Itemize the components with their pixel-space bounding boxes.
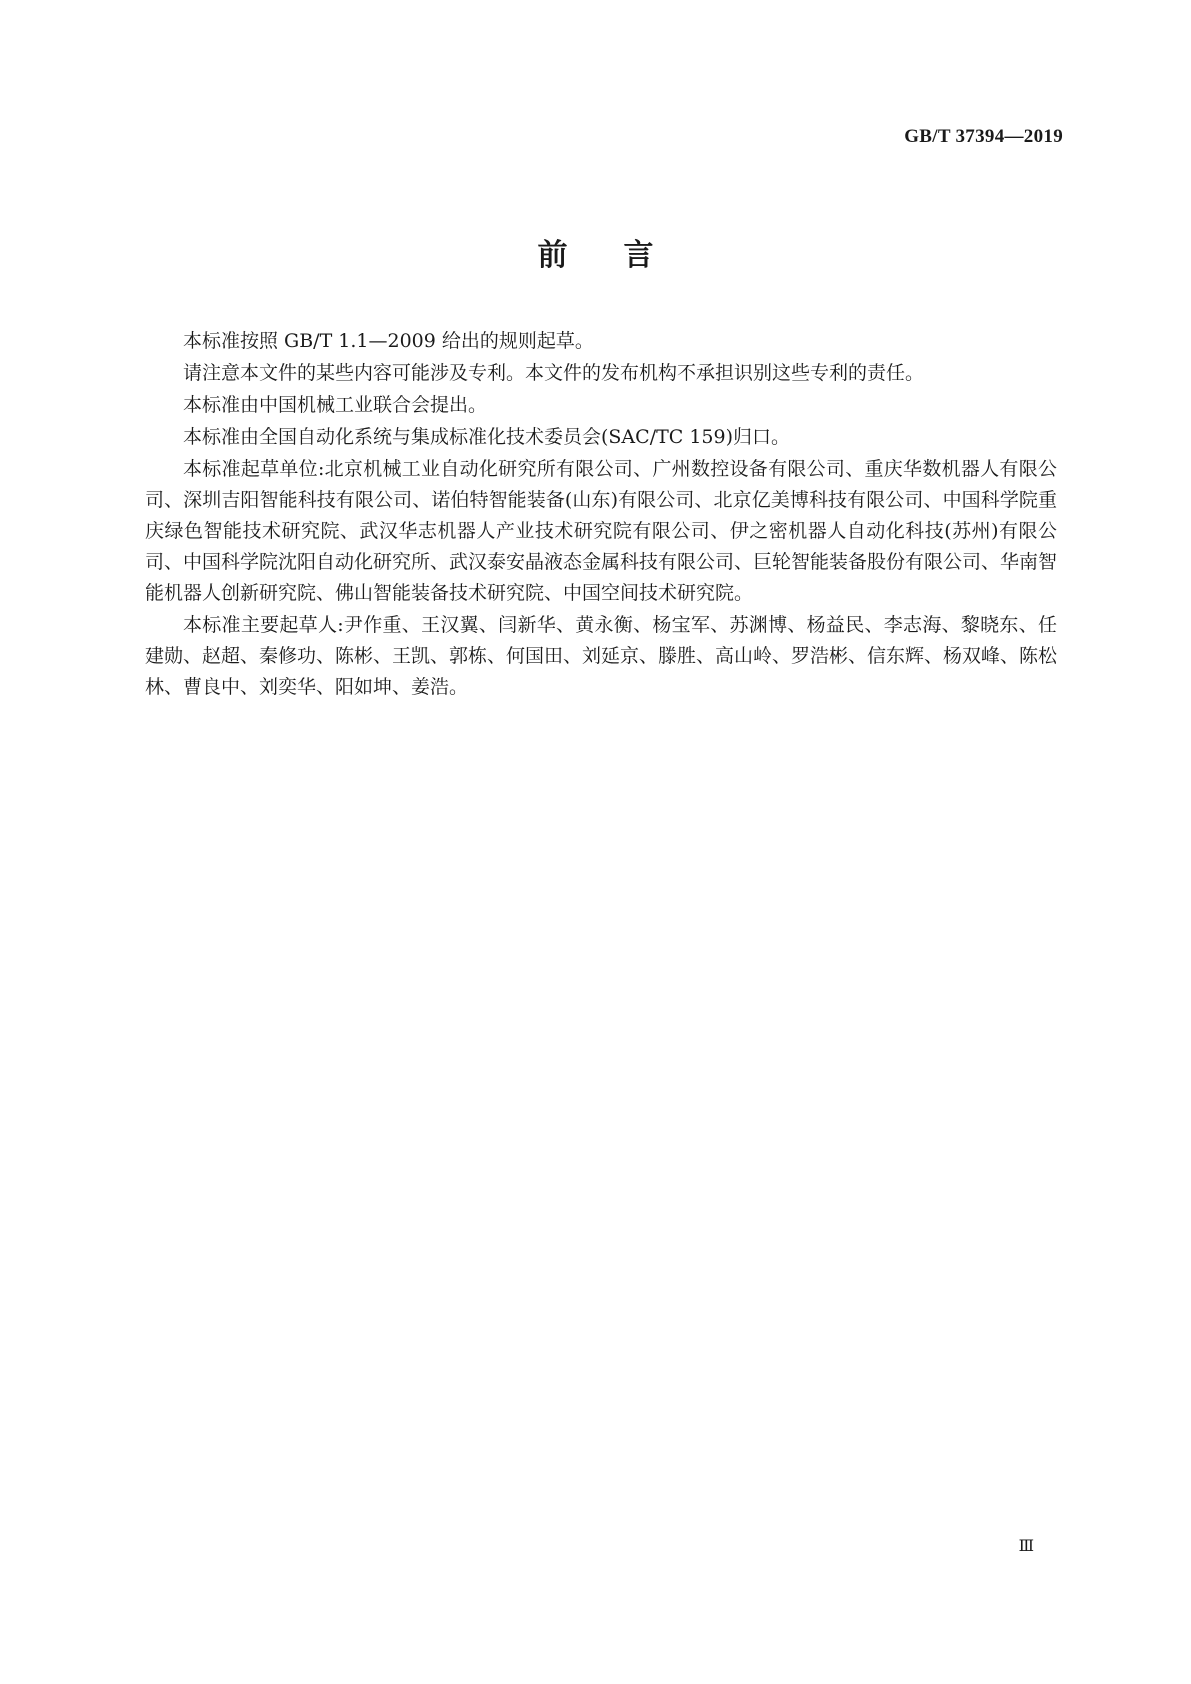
standard-number: GB/T 37394—2019 (904, 126, 1063, 147)
paragraph-main-drafters: 本标准主要起草人:尹作重、王汉翼、闫新华、黄永衡、杨宝军、苏渊博、杨益民、李志海、黎晓东、任建勋、赵超、秦修功、陈彬、王凯、郭栋、何国田、刘延京、滕胜、高山岭、罗浩彬、信东辉、杨双峰、陈松林、曹良中、刘奕华、阳如坤、姜浩。 (145, 614, 1058, 698)
foreword-content (145, 326, 1057, 704)
page-number: Ⅲ (1018, 1538, 1033, 1555)
paragraph-drafting-units: 本标准起草单位:北京机械工业自动化研究所有限公司、广州数控设备有限公司、重庆华数机器人有限公司、深圳吉阳智能科技有限公司、诺伯特智能装备(山东)有限公司、北京亿美博科技有限公司、中国科学院重庆绿色智能技术研究院、武汉华志机器人产业技术研究院有限公司、伊之密机器人自动化科技(苏州)有限公司、中国科学院沈阳自动化研究所、武汉泰安晶液态金属科技有限公司、巨轮智能装备股份有限公司、华南智能机器人创新研究院、佛山智能装备技术研究院、中国空间技术研究院。 (145, 458, 1058, 604)
paragraph-proposer: 本标准由中国机械工业联合会提出。 (183, 394, 488, 416)
paragraph-drafting-rules: 本标准按照 GB/T 1.1—2009 给出的规则起草。 (183, 330, 594, 352)
paragraph-technical-committee: 本标准由全国自动化系统与集成标准化技术委员会(SAC/TC 159)归口。 (183, 426, 791, 448)
paragraph-patent-notice: 请注意本文件的某些内容可能涉及专利。本文件的发布机构不承担识别这些专利的责任。 (183, 362, 925, 384)
page-title: 前言 (537, 238, 710, 273)
